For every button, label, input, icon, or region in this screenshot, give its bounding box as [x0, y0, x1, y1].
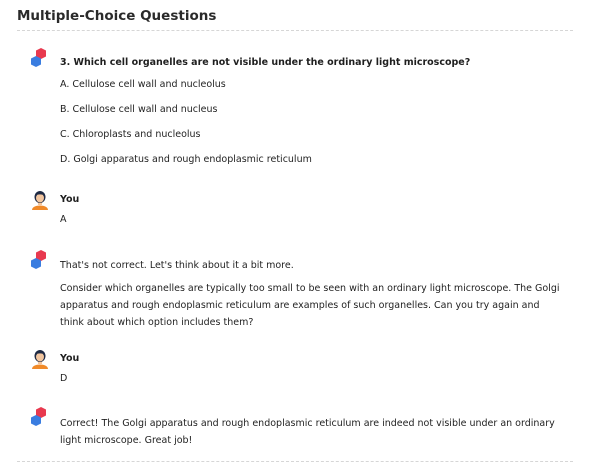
user-answer-1: A — [60, 214, 67, 225]
header-divider — [17, 30, 573, 31]
user-answer-2: D — [60, 373, 68, 384]
option-d[interactable]: D. Golgi apparatus and rough endoplasmic reticulum — [60, 154, 312, 165]
footer-divider — [17, 461, 573, 462]
user-name-label: You — [60, 194, 80, 205]
bot-hint-paragraph: Consider which organelles are typically too small to be seen with an ordinary light microscope. The Golgi apparatus and rough endoplasmic reticulum are examples of such organelles. Can you try again and think about which option includes them? — [60, 283, 560, 328]
bot-correct-message: Correct! The Golgi apparatus and rough endoplasmic reticulum are indeed not visible under an ordinary light microscope. Great job! — [60, 418, 555, 446]
user-avatar-icon — [29, 347, 51, 369]
option-c[interactable]: C. Chloroplasts and nucleolus — [60, 129, 201, 140]
bot-feedback-line: That's not correct. Let's think about it a bit more. — [60, 260, 294, 271]
option-a[interactable]: A. Cellulose cell wall and nucleolus — [60, 79, 226, 90]
user-avatar-icon — [29, 188, 51, 210]
user-name-label: You — [60, 353, 80, 364]
page-title: Multiple-Choice Questions — [17, 8, 217, 24]
question-text: 3. Which cell organelles are not visible under the ordinary light microscope? — [60, 57, 471, 68]
option-b[interactable]: B. Cellulose cell wall and nucleus — [60, 104, 218, 115]
tutor-logo-icon — [29, 407, 51, 429]
tutor-logo-icon — [29, 250, 51, 272]
tutor-logo-icon — [29, 48, 51, 70]
